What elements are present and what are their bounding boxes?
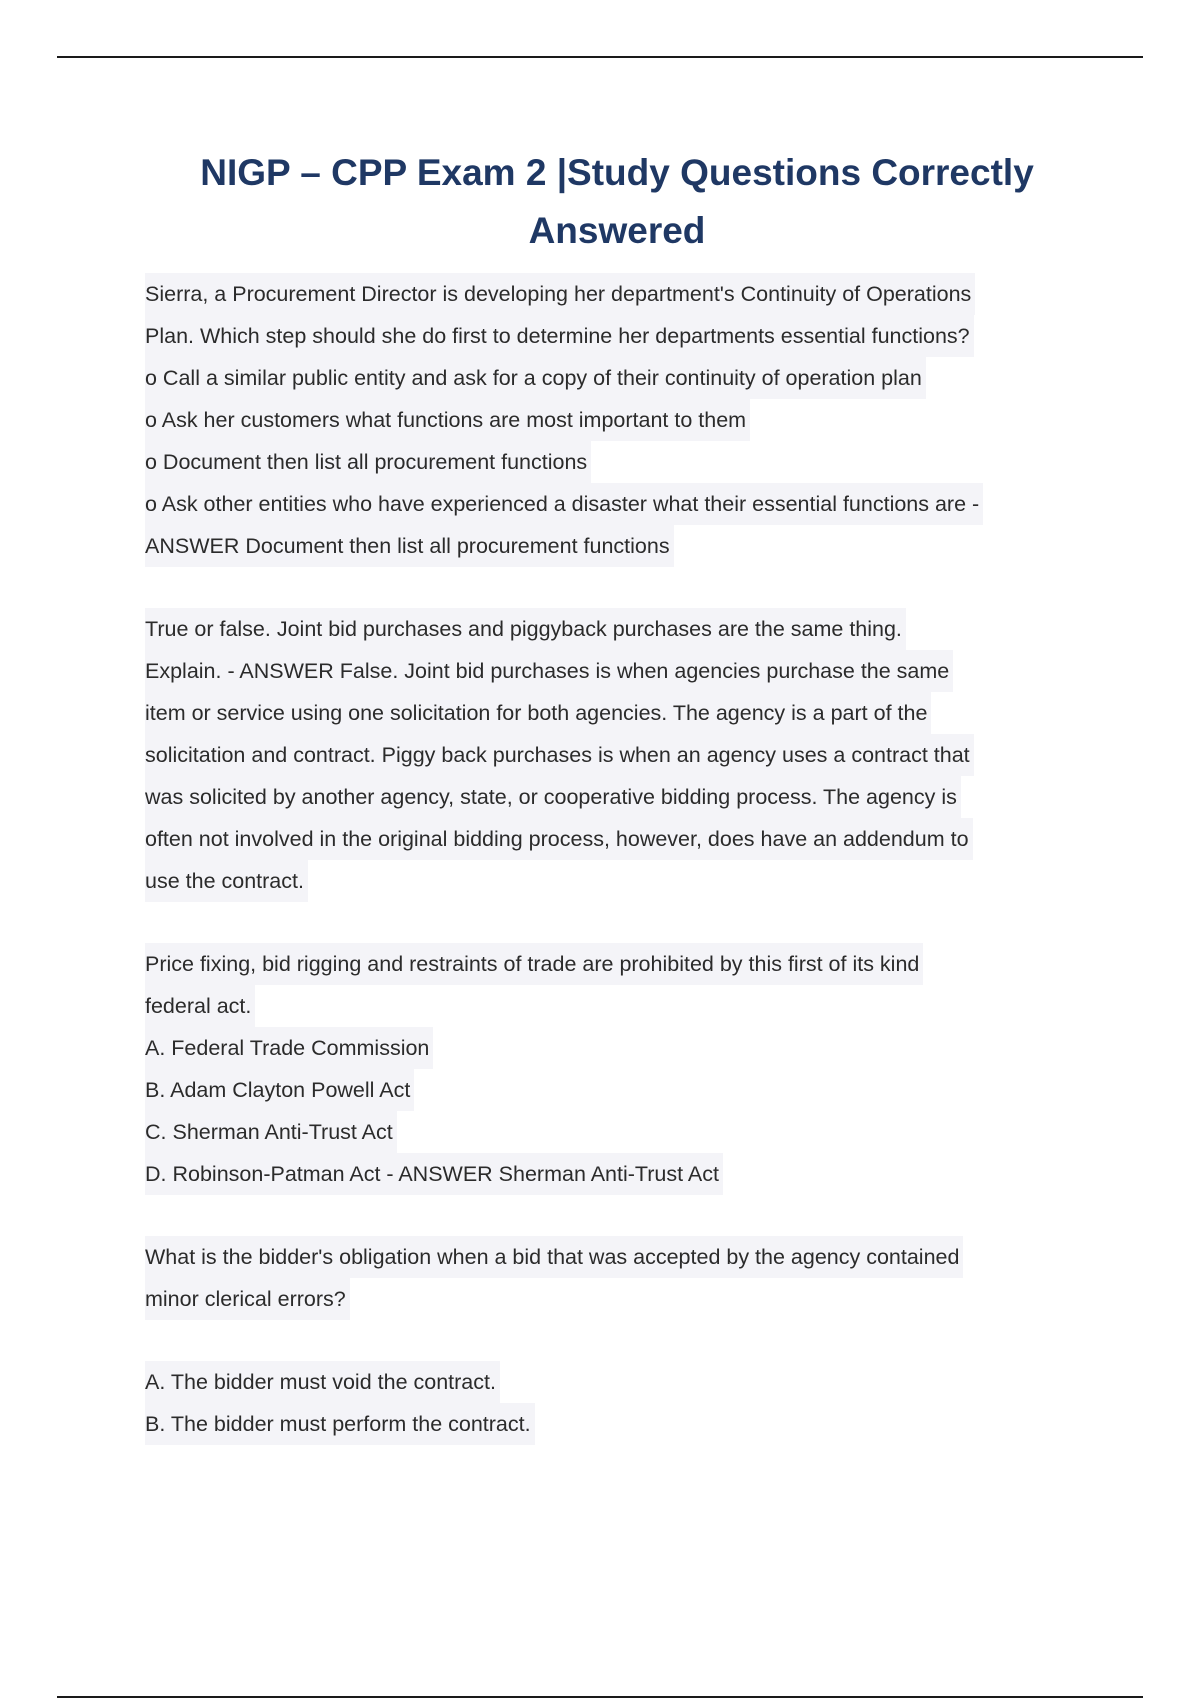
question-block-4: [145, 1236, 1105, 1445]
answer-text: solicitation and contract. Piggy back purchases is when an agency uses a contract that: [145, 734, 974, 776]
answer-text: Explain. - ANSWER False. Joint bid purchases is when agencies purchase the same: [145, 650, 953, 692]
question-block-2: [145, 608, 1105, 902]
answer-option: o Document then list all procurement functions: [145, 441, 591, 483]
text-line: minor clerical errors?: [145, 1278, 350, 1320]
spacer: [145, 1320, 1105, 1361]
page-title-line-2: Answered: [528, 210, 706, 251]
text-line: True or false. Joint bid purchases and piggyback purchases are the same thing.: [145, 608, 906, 650]
text-line: What is the bidder's obligation when a bid that was accepted by the agency contained: [145, 1236, 963, 1278]
answer-text: use the contract.: [145, 860, 308, 902]
answer-text: item or service using one solicitation for both agencies. The agency is a part of the: [145, 692, 931, 734]
text-line: Plan. Which step should she do first to determine her departments essential functions?: [145, 315, 974, 357]
top-rule: [57, 56, 1143, 58]
text-line: Sierra, a Procurement Director is developing her department's Continuity of Operations: [145, 273, 975, 315]
question-block-3: [145, 943, 1105, 1195]
answer-option: C. Sherman Anti-Trust Act: [145, 1111, 397, 1153]
page-title-line-1: NIGP – CPP Exam 2 |Study Questions Correctly: [200, 152, 1034, 193]
answer-option: o Ask her customers what functions are most important to them: [145, 399, 750, 441]
answer-option: A. The bidder must void the contract.: [145, 1361, 500, 1403]
answer-option: B. Adam Clayton Powell Act: [145, 1069, 414, 1111]
answer-option: D. Robinson-Patman Act - ANSWER Sherman Anti-Trust Act: [145, 1153, 723, 1195]
text-line: federal act.: [145, 985, 255, 1027]
document-body: [145, 273, 1105, 1486]
answer-option: B. The bidder must perform the contract.: [145, 1403, 535, 1445]
answer-text: often not involved in the original bidding process, however, does have an addendum to: [145, 818, 973, 860]
question-block-1: [145, 273, 1105, 567]
answer-text: was solicited by another agency, state, or cooperative bidding process. The agency is: [145, 776, 961, 818]
answer-option: o Ask other entities who have experienced a disaster what their essential functions are -: [145, 483, 983, 525]
page-title: [100, 144, 1134, 260]
bottom-rule: [57, 1696, 1143, 1698]
answer-text: ANSWER Document then list all procurement functions: [145, 525, 674, 567]
answer-option: o Call a similar public entity and ask for a copy of their continuity of operation plan: [145, 357, 926, 399]
text-line: Price fixing, bid rigging and restraints of trade are prohibited by this first of its kind: [145, 943, 923, 985]
answer-option: A. Federal Trade Commission: [145, 1027, 433, 1069]
